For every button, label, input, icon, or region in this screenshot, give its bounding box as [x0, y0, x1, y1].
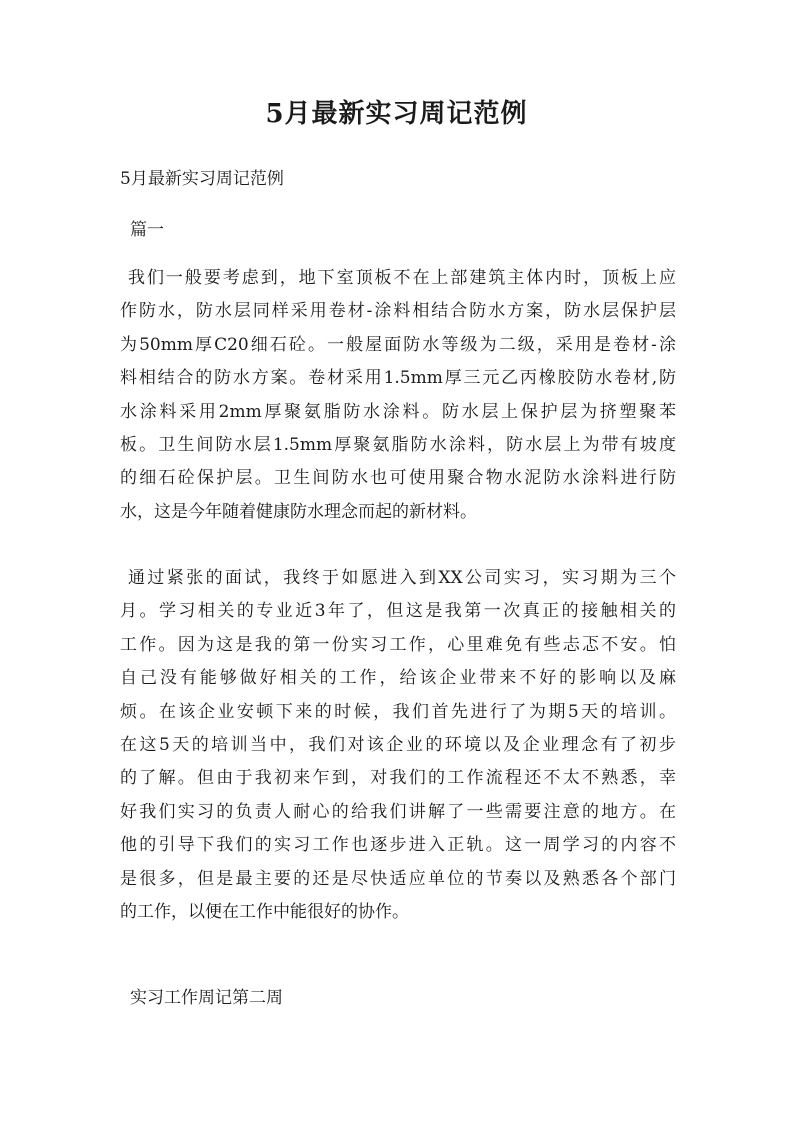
paragraph-1 [120, 262, 676, 529]
document-title: 5月最新实习周记范例 [265, 99, 528, 129]
paragraph-2-line: 工作。因为这是我的第一份实习工作，心里难免有些忐忑不安。怕 [120, 634, 676, 655]
paragraph-2-line: 自己没有能够做好相关的工作，给该企业带来不好的影响以及麻 [120, 668, 676, 689]
paragraph-1-line: 为50mm厚C20细石砼。一般屋面防水等级为二级，采用是卷材-涂 [120, 334, 676, 355]
paragraph-2-line: 在这5天的培训当中，我们对该企业的环境以及企业理念有了初步 [120, 735, 676, 756]
paragraph-1-line: 板。卫生间防水层1.5mm厚聚氨脂防水涂料，防水层上为带有坡度 [120, 435, 676, 456]
paragraph-2-line: 通过紧张的面试，我终于如愿进入到XX公司实习，实习期为三个 [128, 568, 676, 588]
section-heading-week-2: 实习工作周记第二周 [130, 988, 283, 1008]
paragraph-1-line: 我们一般要考虑到，地下室顶板不在上部建筑主体内时，顶板上应 [128, 268, 676, 288]
paragraph-2-line: 是很多，但是最主要的还是尽快适应单位的节奏以及熟悉各个部门 [120, 868, 676, 889]
paragraph-1-line: 水，这是今年随着健康防水理念而起的新材料。 [120, 501, 477, 522]
paragraph-1-line: 的细石砼保护层。卫生间防水也可使用聚合物水泥防水涂料进行防 [120, 468, 676, 489]
document-subtitle: 5月最新实习周记范例 [120, 169, 284, 189]
paragraph-2-line: 的了解。但由于我初来乍到，对我们的工作流程还不太不熟悉，幸 [120, 768, 676, 789]
paragraph-1-line: 作防水，防水层同样采用卷材-涂料相结合防水方案，防水层保护层 [120, 301, 676, 322]
paragraph-1-line: 料相结合的防水方案。卷材采用1.5mm厚三元乙丙橡胶防水卷材,防 [120, 368, 676, 389]
paragraph-2-line: 烦。在该企业安顿下来的时候，我们首先进行了为期5天的培训。 [120, 701, 676, 722]
paragraph-2-line: 好我们实习的负责人耐心的给我们讲解了一些需要注意的地方。在 [120, 801, 676, 822]
paragraph-2-line: 他的引导下我们的实习工作也逐步进入正轨。这一周学习的内容不 [120, 835, 676, 856]
paragraph-2 [120, 562, 676, 929]
paragraph-1-line: 水涂料采用2mm厚聚氨脂防水涂料。防水层上保护层为挤塑聚苯 [120, 401, 676, 422]
paragraph-2-line: 的工作，以便在工作中能很好的协作。 [120, 902, 409, 923]
section-heading-part-1: 篇一 [130, 220, 164, 240]
paragraph-2-line: 月。学习相关的专业近3年了，但这是我第一次真正的接触相关的 [120, 601, 676, 622]
